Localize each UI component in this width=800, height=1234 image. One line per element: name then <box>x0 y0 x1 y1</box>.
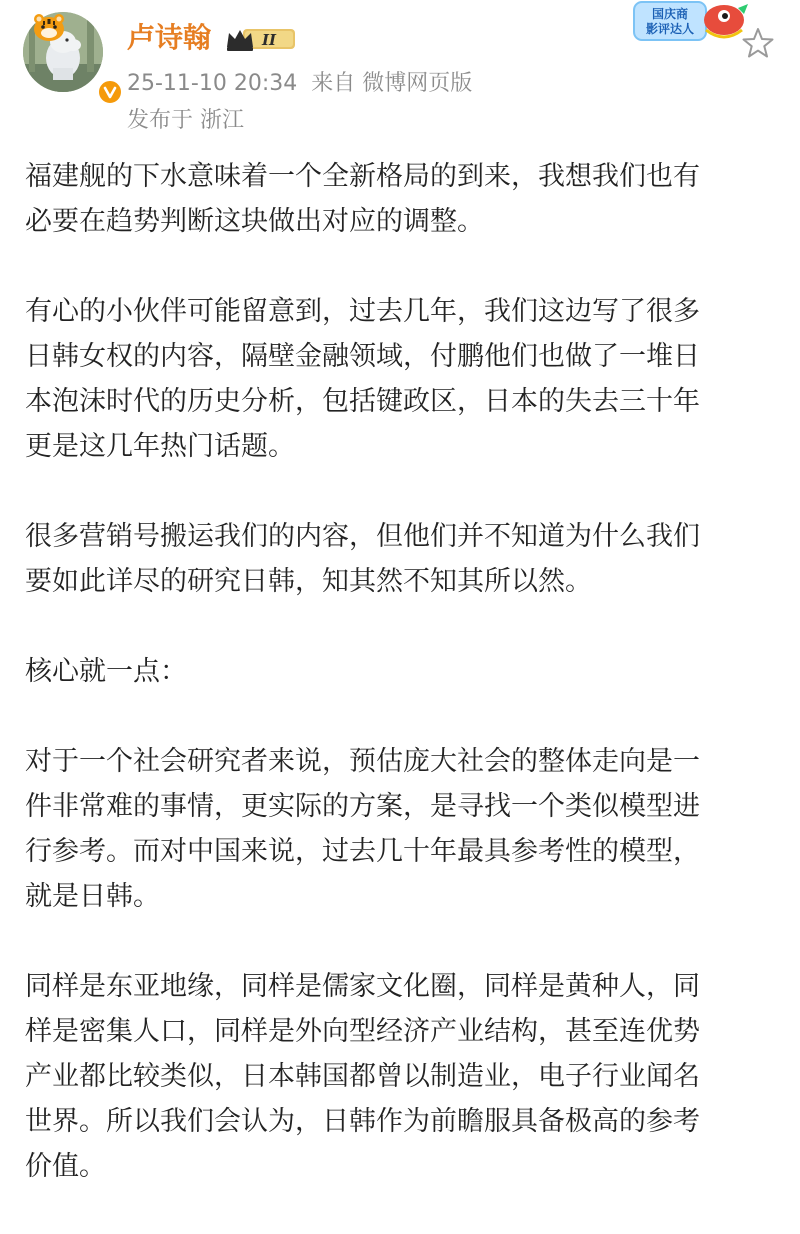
paragraph: 福建舰的下水意味着一个全新格局的到来，我想我们也有 必要在趋势判断这块做出对应的调整。 <box>25 161 700 237</box>
post-header <box>0 0 800 150</box>
paragraph: 很多营销号搬运我们的内容，但他们并不知道为什么我们 要如此详尽的研究日韩，知其然不知其所以然。 <box>25 521 700 597</box>
rank-label: II <box>261 31 277 49</box>
event-badge-line1: 国庆商 <box>651 7 689 21</box>
post-meta <box>127 69 486 99</box>
verified-v-icon <box>97 79 123 105</box>
avatar[interactable] <box>23 12 103 92</box>
paragraph: 对于一个社会研究者来说，预估庞大社会的整体走向是一 件非常难的事情，更实际的方案，是寻找一个类似模型进 行参考。而对中国来说，过去几十年最具参考性的模型， 就是日韩。 <box>25 746 700 912</box>
post-content <box>25 154 777 1234</box>
tiger-decoration-icon <box>31 12 67 42</box>
paragraph: 同样是东亚地缘，同样是儒家文化圈，同样是黄种人，同 样是密集人口，同样是外向型经济产业结构，甚至连优势 产业都比较类似，日本韩国都曾以制造业，电子行业闻名 世界。所以我们会认为，日韩作为前瞻服具备极高的参考 价值。 <box>25 971 700 1182</box>
post-timestamp: 25-11-10 20:34 <box>127 71 298 96</box>
author-name[interactable]: 卢诗翰 <box>127 21 212 54</box>
post-source[interactable]: 来自 微博网页版 <box>311 71 473 96</box>
star-outline-icon[interactable] <box>741 26 775 60</box>
paragraph: 有心的小伙伴可能留意到，过去几年，我们这边写了很多 日韩女权的内容，隔壁金融领域，付鹏他们也做了一堆日 本泡沫时代的历史分析，包括键政区，日本的失去三十年 更是这几年热门话题。 <box>25 296 700 462</box>
event-badge-line2: 影评达人 <box>645 22 695 36</box>
rank-badge[interactable] <box>225 25 297 53</box>
event-badge[interactable] <box>632 0 750 44</box>
paragraph: 核心就一点： <box>25 656 187 687</box>
post-location: 发布于 浙江 <box>127 108 244 133</box>
